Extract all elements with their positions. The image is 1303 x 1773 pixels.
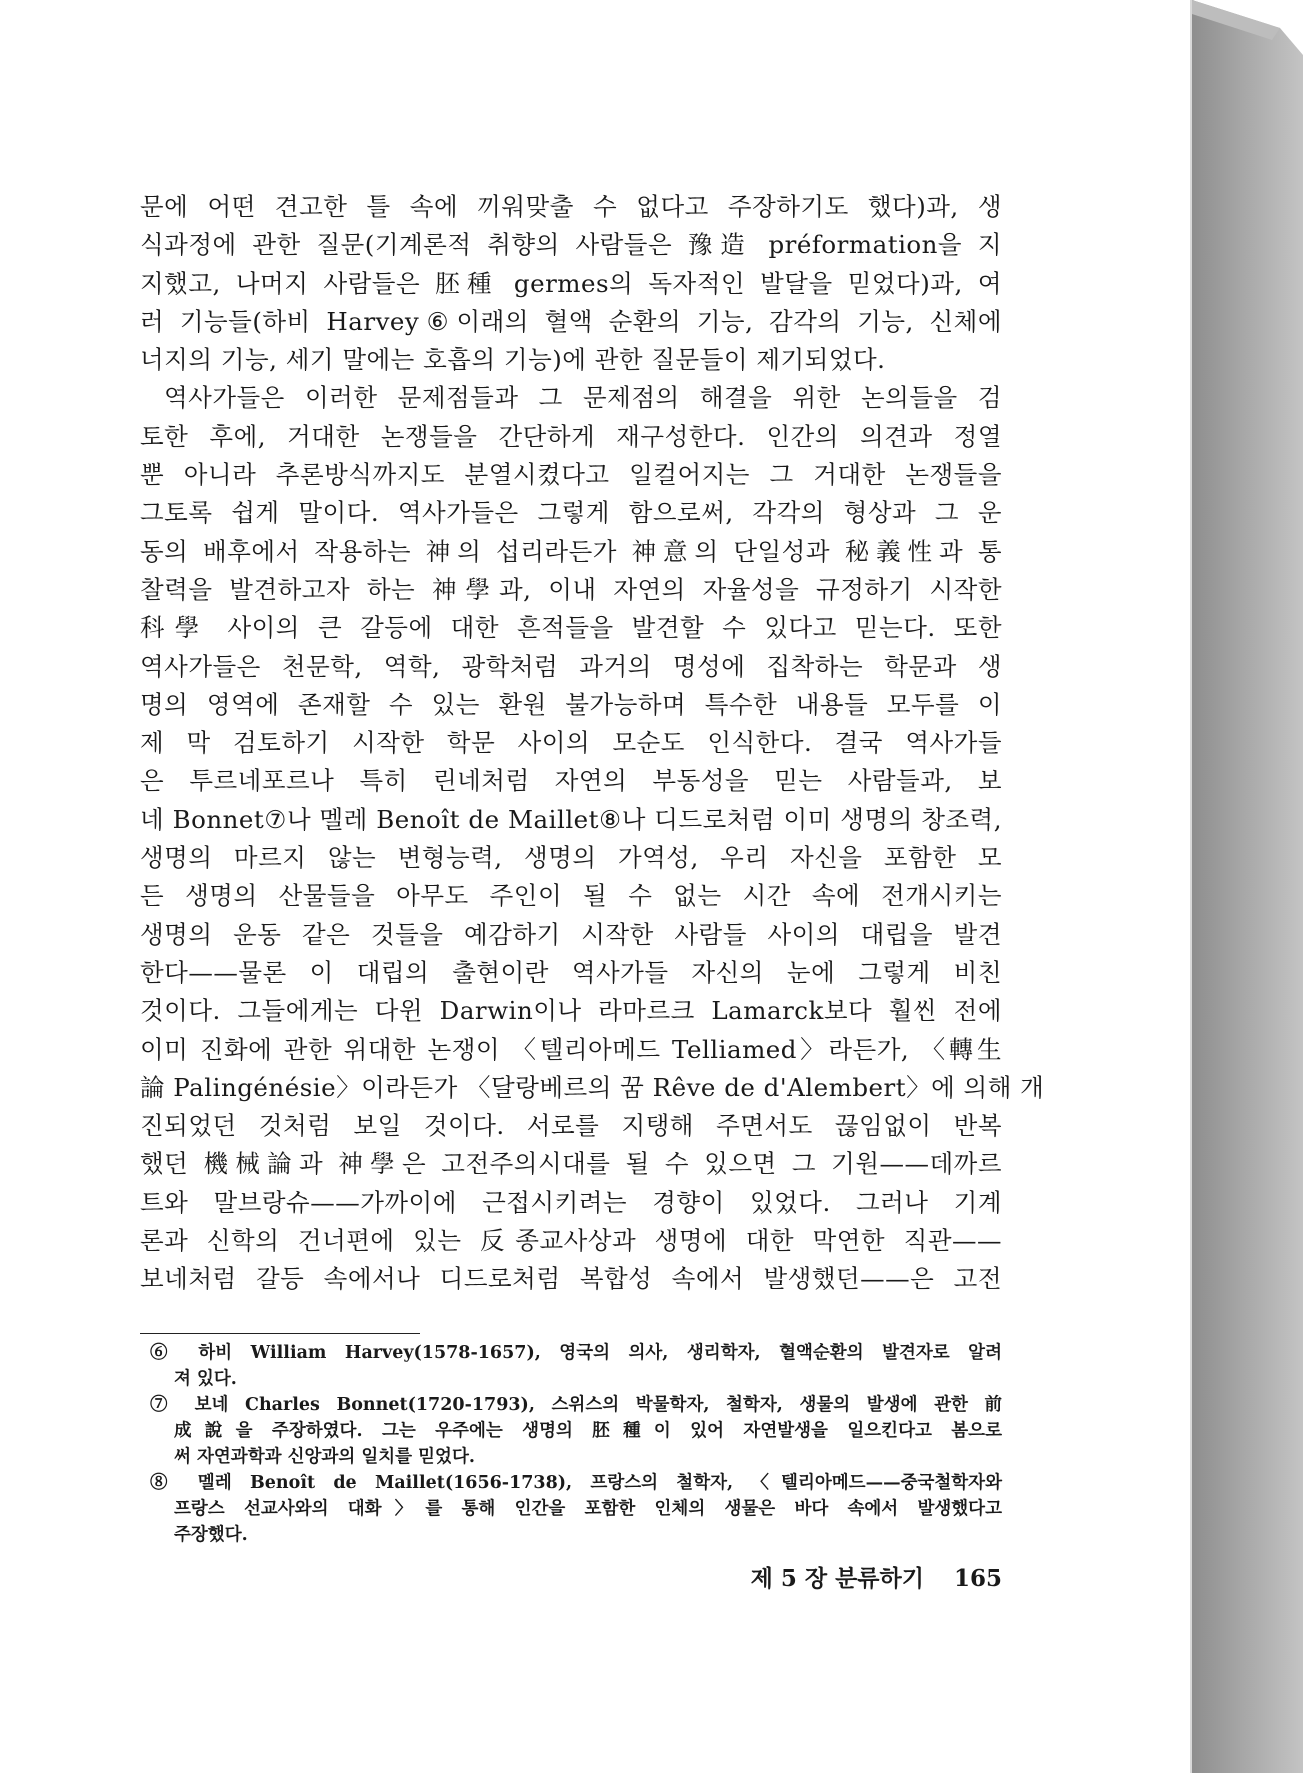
text-line: 네 Bonnet⑦나 멜레 Benoît de Maillet⑧나 디드로처럼 이미 생명의 창조력, <box>140 804 1002 834</box>
footnote-line: ⑥ 하비 William Harvey(1578-1657), 영국의 의사, 생리학자, 혈액순환의 발견자로 알려 <box>150 1343 1002 1363</box>
text-line: 뿐 아니라 추론방식까지도 분열시켰다고 일컬어지는 그 거대한 논쟁들을 <box>140 460 1002 490</box>
book-edge <box>1190 0 1303 1773</box>
main-text <box>140 188 1045 1299</box>
text-line: 지했고, 나머지 사람들은 胚種 germes의 독자적인 발달을 믿었다)과, 여 <box>140 268 1002 298</box>
footnote-line: ⑧ 멜레 Benoît de Maillet(1656-1738), 프랑스의 철학자, 〈텔리아메드——중국철학자와 <box>150 1473 1002 1493</box>
text-line: 너지의 기능, 세기 말에는 호흡의 기능)에 관한 질문들이 제기되었다. <box>140 345 886 375</box>
footnotes <box>150 1340 1002 1548</box>
footnote-line: 成說을 주장하였다. 그는 우주에는 생명의 胚種이 있어 자연발생을 일으킨다고 봄으로 <box>174 1421 1002 1441</box>
text-line: 이미 진화에 관한 위대한 논쟁이 〈텔리아메드 Telliamed〉라든가, 〈轉生 <box>140 1034 1002 1064</box>
text-line: 트와 말브랑슈——가까이에 근접시키려는 경향이 있었다. 그러나 기계 <box>140 1187 1002 1217</box>
text-line: 제 막 검토하기 시작한 학문 사이의 모순도 인식한다. 결국 역사가들 <box>140 728 1002 758</box>
footnote-line: 프랑스 선교사와의 대화〉를 통해 인간을 포함한 인체의 생물은 바다 속에서 발생했다고 <box>174 1499 1002 1519</box>
page-number: 165 <box>953 1565 1002 1592</box>
footnote-line: 써 자연과학과 신앙과의 일치를 믿었다. <box>174 1447 475 1467</box>
text-line: 든 생명의 산물들을 아무도 주인이 될 수 없는 시간 속에 전개시키는 <box>140 881 1002 911</box>
text-line: 그토록 쉽게 말이다. 역사가들은 그렇게 함으로써, 각각의 형상과 그 운 <box>140 498 1002 528</box>
footnote-line: ⑦ 보네 Charles Bonnet(1720-1793), 스위스의 박물학자, 철학자, 생물의 발생에 관한 前 <box>150 1395 1002 1415</box>
text-line: 진되었던 것처럼 보일 것이다. 서로를 지탱해 주면서도 끊임없이 반복 <box>140 1111 1002 1141</box>
text-line: 찰력을 발견하고자 하는 神學과, 이내 자연의 자율성을 규정하기 시작한 <box>140 574 1002 604</box>
text-line: 생명의 운동 같은 것들을 예감하기 시작한 사람들 사이의 대립을 발견 <box>140 919 1002 949</box>
text-line: 동의 배후에서 작용하는 神의 섭리라든가 神意의 단일성과 秘義性과 통 <box>140 536 1002 566</box>
footnote-rule <box>140 1333 420 1334</box>
text-line: 科學 사이의 큰 갈등에 대한 흔적들을 발견할 수 있다고 믿는다. 또한 <box>140 613 1002 643</box>
text-line: 것이다. 그들에게는 다윈 Darwin이나 라마르크 Lamarck보다 훨씬 전에 <box>140 996 1002 1026</box>
text-line: 한다——물론 이 대립의 출현이란 역사가들 자신의 눈에 그렇게 비친 <box>140 957 1002 987</box>
chapter-title: 제 5 장 분류하기 <box>750 1565 924 1592</box>
text-line: 역사가들은 이러한 문제점들과 그 문제점의 해결을 위한 논의들을 검 <box>164 383 1002 413</box>
text-line: 했던 機械論과 神學은 고전주의시대를 될 수 있으면 그 기원——데까르 <box>140 1149 1002 1179</box>
text-line: 보네처럼 갈등 속에서나 디드로처럼 복합성 속에서 발생했던——은 고전 <box>140 1264 1002 1294</box>
footnote-line: 주장했다. <box>174 1525 248 1545</box>
text-line: 러 기능들(하비 Harvey⑥이래의 혈액 순환의 기능, 감각의 기능, 신체에 <box>140 306 1002 336</box>
text-line: 역사가들은 천문학, 역학, 광학처럼 과거의 명성에 집착하는 학문과 생 <box>140 651 1002 681</box>
page-footer <box>700 1562 1002 1596</box>
text-line: 論 Palingénésie〉이라든가 〈달랑베르의 꿈 Rêve de d'Alembert〉에 의해 개 <box>140 1072 1045 1102</box>
footnote-line: 져 있다. <box>174 1369 237 1389</box>
text-line: 문에 어떤 견고한 틀 속에 끼워맞출 수 없다고 주장하기도 했다)과, 생 <box>140 192 1002 221</box>
text-line: 식과정에 관한 질문(기계론적 취향의 사람들은 豫造 préformation을 지 <box>140 230 1002 260</box>
text-line: 토한 후에, 거대한 논쟁들을 간단하게 재구성한다. 인간의 의견과 정열 <box>140 421 1002 451</box>
text-line: 생명의 마르지 않는 변형능력, 생명의 가역성, 우리 자신을 포함한 모 <box>140 843 1002 873</box>
text-line: 론과 신학의 건너편에 있는 反종교사상과 생명에 대한 막연한 직관—— <box>140 1226 1002 1256</box>
text-line: 은 투르네포르나 특히 린네처럼 자연의 부동성을 믿는 사람들과, 보 <box>140 766 1002 796</box>
text-line: 명의 영역에 존재할 수 있는 환원 불가능하며 특수한 내용들 모두를 이 <box>140 689 1002 719</box>
